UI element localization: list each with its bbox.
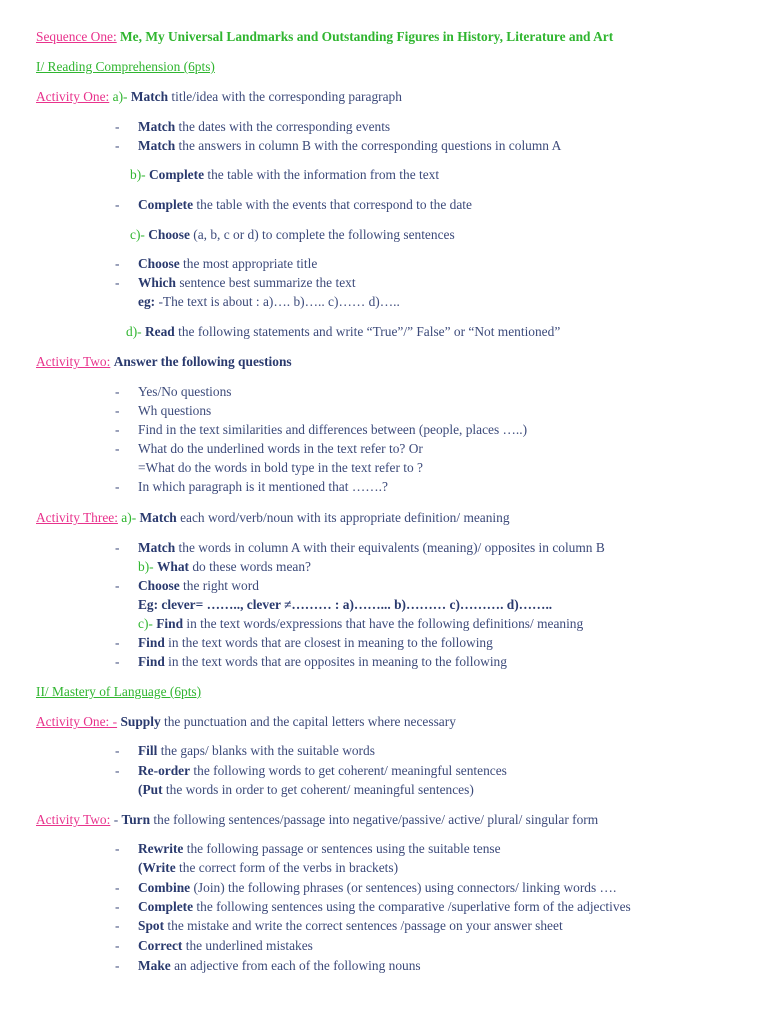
- list-item-text: Choose the right word: [138, 578, 259, 593]
- list-item: -: [115, 899, 120, 914]
- mastery-activity-two-heading: Activity Two: - Turn the following sentences/passage into negative/passive/ active/ plural/ singular form: [36, 812, 599, 827]
- sub-heading-c: c)- Choose (a, b, c or d) to complete the following sentences: [130, 227, 455, 242]
- list-item: -: [115, 841, 120, 856]
- list-item-continuation: (Put the words in order to get coherent/ meaningful sentences): [138, 782, 474, 797]
- list-item: -: [115, 763, 120, 778]
- activity-one-heading: Activity One: a)- Match title/idea with the corresponding paragraph: [36, 89, 402, 104]
- list-item: -: [115, 119, 120, 134]
- list-item-text: Complete the table with the events that correspond to the date: [138, 197, 472, 212]
- list-item-text: Wh questions: [138, 403, 212, 418]
- list-item: -: [115, 256, 120, 271]
- list-item: -: [115, 441, 120, 456]
- section-reading-title: I/ Reading Comprehension (6pts): [36, 59, 215, 74]
- list-item-text: Match the words in column A with their equivalents (meaning)/ opposites in column B: [138, 540, 605, 555]
- list-item-text: Match the dates with the corresponding events: [138, 119, 391, 134]
- list-item: -: [115, 422, 120, 437]
- list-item-text: Combine (Join) the following phrases (or sentences) using connectors/ linking words ….: [138, 880, 617, 895]
- list-item: -: [115, 197, 120, 212]
- section-mastery-title: II/ Mastery of Language (6pts): [36, 684, 202, 699]
- sequence-heading: Sequence One: Me, My Universal Landmarks and Outstanding Figures in History, Literature and Art: [36, 29, 614, 44]
- list-item-text: Make an adjective from each of the following nouns: [138, 958, 421, 973]
- mastery-activity-one-heading: Activity One: - Supply the punctuation and the capital letters where necessary: [36, 714, 456, 729]
- list-item-text: Find in the text words that are opposites in meaning to the following: [138, 654, 507, 669]
- list-item: -: [115, 938, 120, 953]
- sub-heading-d: d)- Read the following statements and write “True”/” False” or “Not mentioned”: [126, 324, 561, 339]
- list-item: -: [115, 275, 120, 290]
- list-item: -: [115, 918, 120, 933]
- list-item-text: Find in the text words that are closest in meaning to the following: [138, 635, 493, 650]
- list-item-text: Spot the mistake and write the correct sentences /passage on your answer sheet: [138, 918, 563, 933]
- sub-heading-b: b)- Complete the table with the information from the text: [130, 167, 440, 182]
- list-item: -: [115, 540, 120, 555]
- list-item: -: [115, 403, 120, 418]
- example-line: eg: -The text is about : a)…. b)….. c)…… d)…..: [138, 294, 400, 309]
- list-item: -: [115, 578, 120, 593]
- activity-two-heading: Activity Two: Answer the following questions: [36, 354, 292, 369]
- list-item-text: Yes/No questions: [138, 384, 232, 399]
- sub-heading-b: b)- What do these words mean?: [138, 559, 311, 574]
- list-item-text: Match the answers in column B with the corresponding questions in column A: [138, 138, 562, 153]
- sub-heading-c: c)- Find in the text words/expressions that have the following definitions/ meaning: [138, 616, 584, 631]
- list-item: -: [115, 880, 120, 895]
- list-item-text: What do the underlined words in the text refer to? Or: [138, 441, 423, 456]
- list-item-text: Re-order the following words to get coherent/ meaningful sentences: [138, 763, 507, 778]
- list-item-text: Correct the underlined mistakes: [138, 938, 313, 953]
- list-item-text: Complete the following sentences using the comparative /superlative form of the adjectives: [138, 899, 631, 914]
- list-item: -: [115, 654, 120, 669]
- list-item: -: [115, 384, 120, 399]
- list-item: -: [115, 479, 120, 494]
- list-item-text: Choose the most appropriate title: [138, 256, 318, 271]
- list-item-continuation: =What do the words in bold type in the text refer to ?: [138, 460, 423, 475]
- list-item-text: In which paragraph is it mentioned that …….?: [138, 479, 388, 494]
- example-line: Eg: clever= …….., clever ≠……… : a)……... b)……… c)………. d)……..: [138, 597, 553, 612]
- activity-three-heading: Activity Three: a)- Match each word/verb/noun with its appropriate definition/ meaning: [36, 510, 510, 525]
- list-item: -: [115, 138, 120, 153]
- list-item: -: [115, 635, 120, 650]
- list-item: -: [115, 958, 120, 973]
- list-item-text: Rewrite the following passage or sentences using the suitable tense: [138, 841, 501, 856]
- list-item-text: Which sentence best summarize the text: [138, 275, 356, 290]
- list-item-text: Find in the text similarities and differences between (people, places …..): [138, 422, 528, 437]
- list-item-continuation: (Write the correct form of the verbs in brackets): [138, 860, 399, 875]
- list-item: -: [115, 743, 120, 758]
- list-item-text: Fill the gaps/ blanks with the suitable words: [138, 743, 375, 758]
